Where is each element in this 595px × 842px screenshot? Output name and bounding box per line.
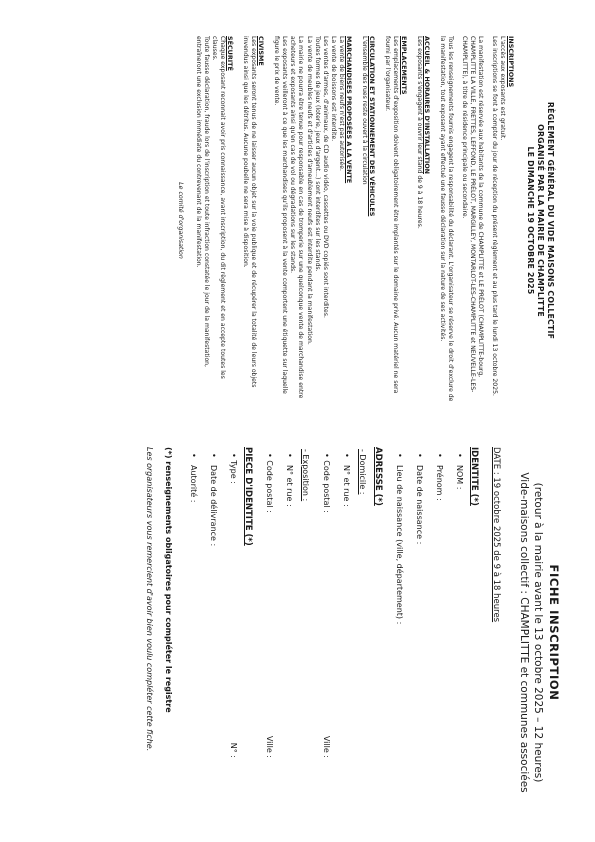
- code-postal-label: Code postal :: [322, 460, 332, 513]
- piece-identite-heading: PIECE D'IDENTITE (*): [243, 447, 254, 546]
- form-subtitle: Vide-maisons collectif : CHAMPLITTE et communes associées: [518, 472, 531, 793]
- securite-heading: SÉCURITÉ: [225, 36, 234, 71]
- marchandises-text: La vente de meubles neufs et d'articles d'ameublement neufs est interdite pendant la manifestation.: [305, 36, 313, 345]
- marchandises-heading: MARCHANDISES PROPOSÉES A LA VENTE: [344, 36, 353, 184]
- emplacements-text: Les emplacements d'exposition doivent obligatoirement être implantés sur le domaine privé. Aucun matériel ne sera fourni par l'organisateur.: [384, 36, 400, 394]
- responsibility-text: Tous les renseignements fournis engagent la responsabilité du déclarant. L'organisateur se réserve le droit d'exclure de la manifestation, tout exposant ayant effectué une fausse déclaration sur la nature de ses activités.: [439, 36, 455, 402]
- form-column: [0, 421, 595, 842]
- form-title: FICHE INSCRIPTION: [547, 564, 561, 701]
- bullet-icon: •: [455, 453, 465, 458]
- domicile-cp-ville-field[interactable]: [322, 453, 330, 758]
- exposition-cp-ville-field[interactable]: [265, 453, 273, 758]
- inscriptions-text: L'accès aux exposants est gratuit.: [499, 36, 507, 141]
- bullet-icon: •: [189, 453, 199, 458]
- ville-label: Ville :: [322, 735, 332, 758]
- no-rue-label: N° et rue :: [342, 465, 352, 507]
- mandatory-note: (*) renseignements obligatoires pour compléter le registre: [164, 447, 174, 713]
- no-label: N° :: [229, 742, 239, 758]
- accueil-heading: ACCUEIL & HORAIRES D'INSTALLATION: [423, 36, 432, 175]
- autorite-label: Autorité :: [189, 465, 199, 503]
- date-delivrance-field[interactable]: [209, 453, 217, 818]
- bullet-icon: •: [322, 453, 332, 461]
- marchandises-text: La mairie ne pourra être tenue pour responsable en cas de tromperie sur une quelconque vente de marchandise entre acheteurs et exposants ainsi qu'en cas de vol ou dégradations sur les stands.: [289, 36, 305, 399]
- marchandises-text: La vente de biens neufs n'est pas autorisée.: [337, 36, 345, 171]
- inscriptions-heading: INSCRIPTIONS: [506, 36, 515, 88]
- civisme-text: Les exposants seront tenus de ne laisser aucun objet sur la voie publique et de récupérer la totalité de leurs objets invendus ainsi que les détritus. Aucune poubelle ne sera mise à disposition.: [242, 36, 258, 388]
- no-rue-label: N° et rue :: [285, 465, 295, 507]
- signature: Le comité d'organisation: [176, 182, 184, 259]
- thanks-note: Les organisateurs vous remercient d'avoir bien voulu compléter cette fiche.: [145, 447, 155, 752]
- bullet-icon: •: [435, 453, 445, 458]
- bullet-icon: •: [342, 453, 352, 458]
- eligibility-text: La manifestation est réservée aux habitants de la commune de CHAMPLITTE et LE PRÉLOT (CHAMPLITTE-bourg, CHAMPLITTE LA VILLE, FRETTES, LEFFOND, LE PRÉLOT, MARGILLEY, MONTARLOT-LES-CHAMPLITTE et NEUVELLE-LES-CHAMPLITTE), à titre de résidence principale ou secondaire.: [461, 36, 485, 393]
- bullet-icon: •: [415, 453, 425, 458]
- marchandises-text: Les ventes d'armes, d'animaux, de CD audio vidéo, cassettes ou DVD copiés sont interdites.: [321, 36, 329, 318]
- bullet-icon: •: [209, 453, 219, 458]
- identite-heading: IDENTITE (*): [469, 447, 480, 506]
- bullet-icon: •: [229, 453, 239, 461]
- prenom-label: Prénom :: [435, 465, 445, 501]
- bullet-icon: •: [395, 453, 405, 458]
- marchandises-text: Les exposants veilleront à ce que les marchandises qu'ils proposent à la vente comportent une étiquette sur laquelle figure le prix de vente.: [273, 36, 289, 394]
- securite-text: Toute fausse déclaration, fraude lors de l'inscription et toute infraction constatée le jour de la manifestation, entraîneront une exclusion immédiate du contrevenant de la manifestation.: [194, 36, 210, 367]
- exposition-label: - Exposition :: [301, 449, 311, 502]
- lieu-naissance-field[interactable]: [395, 453, 403, 818]
- autorite-field[interactable]: [189, 453, 197, 818]
- rules-title: [525, 36, 555, 405]
- rules-title-line: LE DIMANCHE 19 OCTOBRE 2025: [525, 146, 535, 295]
- domicile-rue-field[interactable]: [342, 453, 350, 818]
- ville-label: Ville :: [265, 735, 275, 758]
- date-naissance-field[interactable]: [415, 453, 423, 818]
- code-postal-label: Code postal :: [265, 460, 275, 513]
- domicile-label: - Domicile :: [358, 449, 368, 495]
- civisme-heading: CIVISME: [257, 36, 266, 66]
- accueil-text: Les exposants s'engagent à ouvrir leur stand de 9 à 18 heures.: [415, 36, 423, 229]
- rules-title-line: ORGANISÉ PAR LA MAIRIE DE CHAMPLITTE: [535, 124, 545, 317]
- circulation-text: L'ensemble des rues reste ouvert à la circulation: [361, 36, 368, 185]
- bullet-icon: •: [265, 453, 275, 461]
- circulation-heading: CIRCULATION ET STATIONNEMENT DES VÉHICULES: [368, 36, 377, 217]
- inscriptions-text: Les inscriptions se font à compter du jour de réception du présent règlement et au plus tard le lundi 13 octobre 2025.: [491, 36, 499, 396]
- type-no-field[interactable]: [229, 453, 237, 758]
- marchandises-text: La vente de boissons est interdite.: [329, 36, 337, 142]
- marchandises-text: Toutes formes de jeux (loterie, jeux d'argent...) sont interdites sur les stands.: [313, 36, 321, 272]
- prenom-field[interactable]: [435, 453, 443, 818]
- nom-field[interactable]: [455, 453, 463, 818]
- lieu-naissance-label: Lieu de naissance (ville, département) :: [395, 465, 405, 625]
- emplacements-heading: EMPLACEMENTS: [399, 36, 408, 95]
- exposition-rue-field[interactable]: [285, 453, 293, 818]
- securite-text: Chaque exposant reconnait avoir pris connaissance, avant inscription, du dit règlement et en accepte toutes les clauses.: [210, 36, 226, 379]
- adresse-heading: ADRESSE (*): [373, 447, 384, 506]
- form-header: [517, 447, 561, 818]
- date-delivrance-label: Date de délivrance :: [209, 465, 219, 547]
- date-naissance-label: Date de naissance :: [415, 465, 425, 545]
- event-date: DATE : 19 octobre 2025 de 9 à 18 heures: [491, 447, 502, 623]
- nom-label: NOM :: [455, 465, 465, 490]
- rules-title-line: RÈGLEMENT GÉNÉRAL DU VIDE MAISONS COLLECTIF: [546, 101, 555, 340]
- bullet-icon: •: [285, 453, 295, 458]
- type-label: Type :: [229, 460, 239, 484]
- form-subtitle: (retour à la mairie avant le 13 octobre 2025 – 12 heures): [532, 482, 545, 783]
